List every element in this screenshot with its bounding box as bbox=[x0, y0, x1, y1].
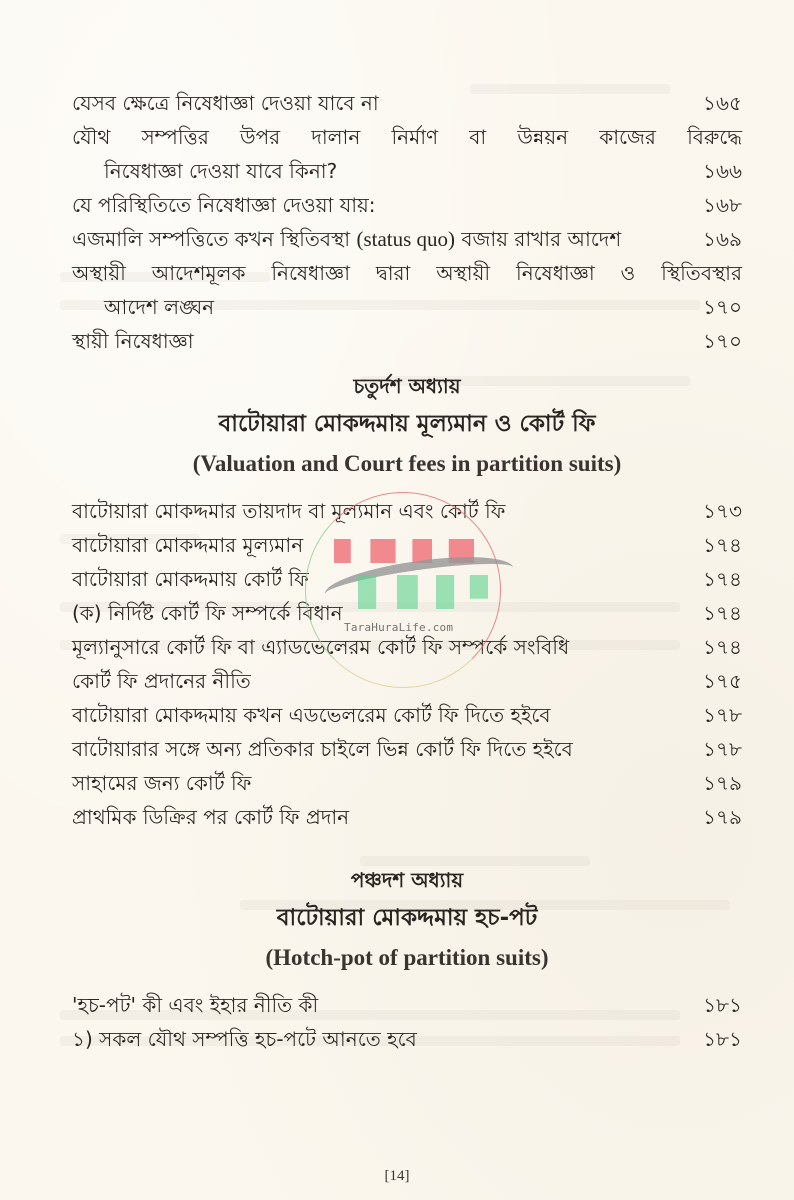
toc-entry-label: মূল্যানুসারে কোর্ট ফি বা এ্যাডভেলেরম কোর্ট ফি সম্পর্কে সংবিধি bbox=[72, 635, 570, 659]
toc-entry-label-english: (status quo) bbox=[356, 227, 456, 251]
chapter-heading-15 bbox=[72, 862, 742, 978]
toc-entry[interactable] bbox=[72, 800, 742, 834]
toc-entry-label: সাহামের জন্য কোর্ট ফি bbox=[72, 771, 252, 795]
toc-entry-page: ১৬৯ bbox=[703, 227, 742, 251]
toc-entry-label: যেসব ক্ষেত্রে নিষেধাজ্ঞা দেওয়া যাবে না bbox=[72, 91, 379, 115]
toc-entry-page: ১৬৬ bbox=[703, 159, 742, 183]
toc-entry-page: ১৮১ bbox=[703, 993, 742, 1017]
toc-entry[interactable] bbox=[72, 562, 742, 596]
toc-entry[interactable] bbox=[72, 596, 742, 630]
toc-entry-label: কোর্ট ফি প্রদানের নীতি bbox=[72, 669, 251, 693]
toc-entry-page: ১৬৫ bbox=[703, 91, 742, 115]
watermark-site-text: TaraHuraLife.com bbox=[344, 621, 454, 634]
chapter-number: পঞ্চদশ অধ্যায় bbox=[350, 868, 464, 892]
toc-entry-page: ১৭৩ bbox=[703, 499, 742, 523]
toc-entry[interactable] bbox=[72, 698, 742, 732]
toc-entry-page: ১৭৮ bbox=[703, 703, 742, 727]
table-of-contents bbox=[72, 86, 742, 1056]
toc-entry[interactable] bbox=[72, 120, 742, 188]
toc-entry-label: বাটোয়ারার সঙ্গে অন্য প্রতিকার চাইলে ভিন্ন কোর্ট ফি দিতে হইবে bbox=[72, 737, 573, 761]
toc-entry-label-line2: নিষেধাজ্ঞা দেওয়া যাবে কিনা? bbox=[104, 159, 338, 183]
toc-entry[interactable] bbox=[72, 494, 742, 528]
toc-entry-label-part: এজমালি সম্পত্তিতে কখন স্থিতিবস্থা bbox=[72, 227, 357, 251]
toc-entry[interactable] bbox=[72, 222, 742, 256]
toc-entry-label: বাটোয়ারা মোকদ্দমায় কখন এডভেলরেম কোর্ট ফি দিতে হইবে bbox=[72, 703, 551, 727]
toc-entry[interactable] bbox=[72, 188, 742, 222]
chapter-title-english: (Valuation and Court fees in partition suits) bbox=[192, 451, 622, 476]
toc-entry-label-part: বজায় রাখার আদেশ bbox=[455, 227, 622, 251]
toc-entry-page: ১৬৮ bbox=[703, 193, 742, 217]
toc-entry-label: যে পরিস্থিতিতে নিষেধাজ্ঞা দেওয়া যায়: bbox=[72, 193, 376, 217]
toc-entry[interactable] bbox=[72, 86, 742, 120]
toc-entry[interactable] bbox=[72, 630, 742, 664]
toc-entry-page: ১৭৪ bbox=[703, 567, 742, 591]
chapter-title-english: (Hotch-pot of partition suits) bbox=[265, 945, 549, 970]
toc-entry-label: বাটোয়ারা মোকদ্দমার তায়দাদ বা মূল্যমান এবং কোর্ট ফি bbox=[72, 499, 506, 523]
chapter-heading-14 bbox=[72, 368, 742, 484]
toc-entry[interactable] bbox=[72, 766, 742, 800]
toc-entry[interactable] bbox=[72, 1022, 742, 1056]
toc-entry[interactable] bbox=[72, 732, 742, 766]
toc-entry-label: ১) সকল যৌথ সম্পত্তি হচ-পটে আনতে হবে bbox=[72, 1027, 417, 1051]
page-number-footer: [14] bbox=[384, 1168, 410, 1184]
toc-entry[interactable] bbox=[72, 324, 742, 358]
toc-entry-label-line1: অস্থায়ী আদেশমূলক নিষেধাজ্ঞা দ্বারা অস্থায়ী নিষেধাজ্ঞা ও স্থিতিবস্থার bbox=[72, 261, 742, 285]
toc-entry-page: ১৭০ bbox=[703, 295, 742, 319]
toc-entry-page: ১৭৪ bbox=[703, 533, 742, 557]
toc-entry-page: ১৭৫ bbox=[703, 669, 742, 693]
toc-entry-page: ১৮১ bbox=[703, 1027, 742, 1051]
toc-entry-label bbox=[72, 222, 694, 256]
toc-entry-label: বাটোয়ারা মোকদ্দমায় কোর্ট ফি bbox=[72, 567, 309, 591]
toc-entry-page: ১৭৪ bbox=[703, 601, 742, 625]
toc-entry-label: (ক) নির্দিষ্ট কোর্ট ফি সম্পর্কে বিধান bbox=[72, 601, 343, 625]
toc-entry-page: ১৭০ bbox=[703, 329, 742, 353]
toc-entry-label-line2: আদেশ লঙ্ঘন bbox=[104, 295, 215, 319]
chapter-title: বাটোয়ারা মোকদ্দমায় মূল্যমান ও কোর্ট ফি bbox=[218, 411, 596, 437]
toc-entry-label: বাটোয়ারা মোকদ্দমার মূল্যমান bbox=[72, 533, 304, 557]
toc-entry-label: 'হচ-পট' কী এবং ইহার নীতি কী bbox=[72, 993, 319, 1017]
toc-entry-label: প্রাথমিক ডিক্রির পর কোর্ট ফি প্রদান bbox=[72, 805, 350, 829]
toc-entry-label-line1: যৌথ সম্পত্তির উপর দালান নির্মাণ বা উন্নয়ন কাজের বিরুদ্ধে bbox=[72, 125, 742, 149]
toc-entry[interactable] bbox=[72, 664, 742, 698]
toc-entry-label: স্থায়ী নিষেধাজ্ঞা bbox=[72, 329, 194, 353]
toc-entry[interactable] bbox=[72, 528, 742, 562]
chapter-title: বাটোয়ারা মোকদ্দমায় হচ-পট bbox=[276, 905, 538, 931]
toc-entry[interactable] bbox=[72, 988, 742, 1022]
toc-entry[interactable] bbox=[72, 256, 742, 324]
toc-entry-page: ১৭৮ bbox=[703, 737, 742, 761]
toc-entry-page: ১৭৯ bbox=[703, 805, 742, 829]
toc-entry-page: ১৭৯ bbox=[703, 771, 742, 795]
chapter-number: চতুর্দশ অধ্যায় bbox=[353, 374, 461, 398]
toc-entry-page: ১৭৪ bbox=[703, 635, 742, 659]
